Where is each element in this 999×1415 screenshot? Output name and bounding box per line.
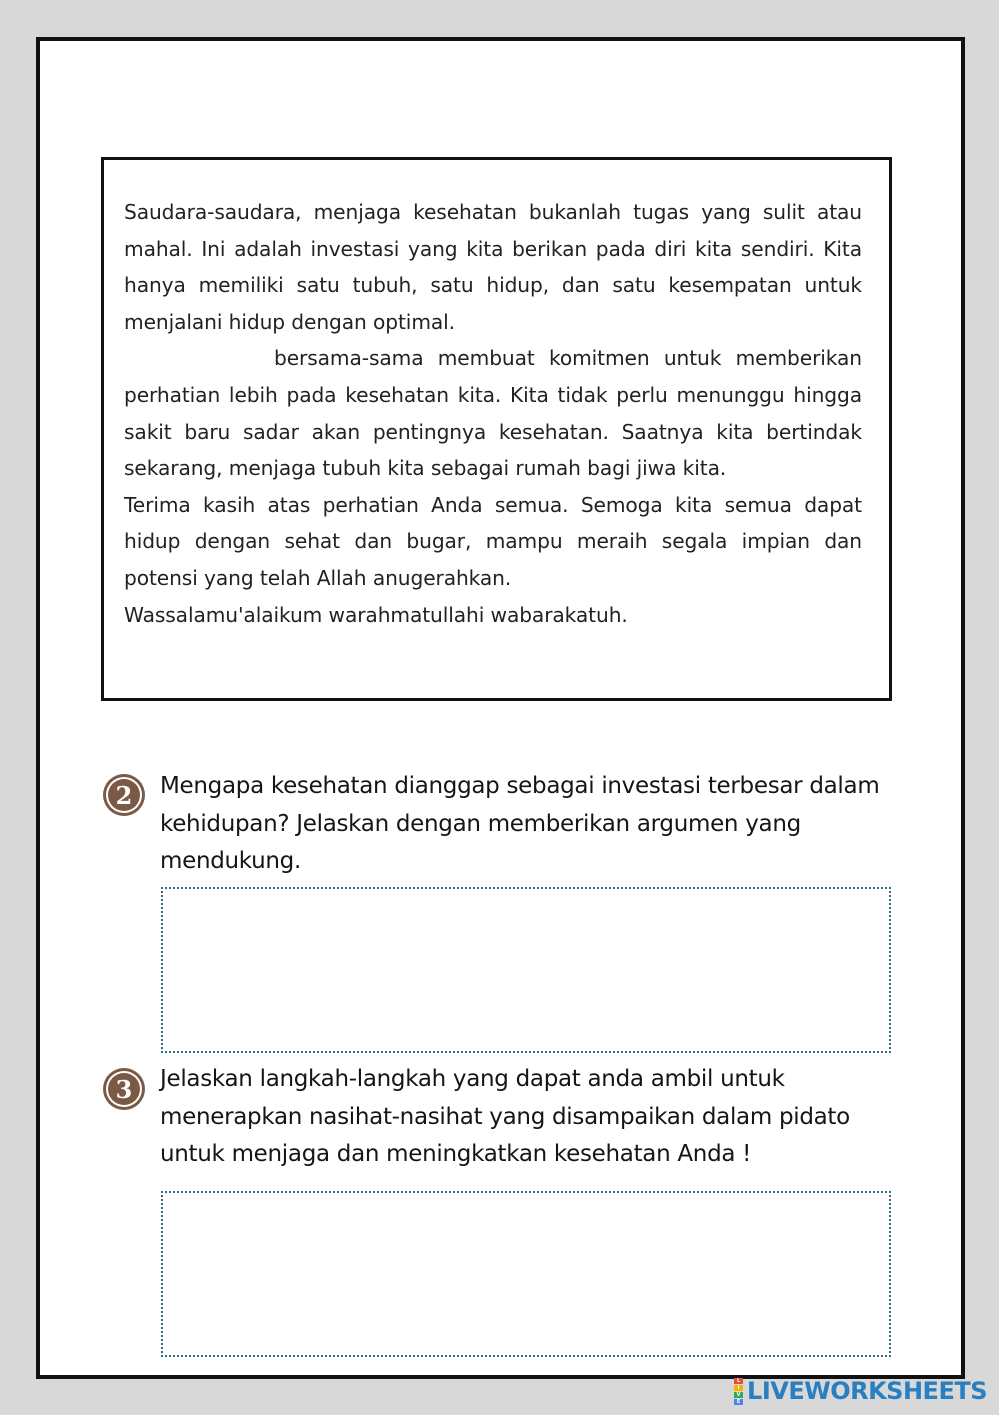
worksheet-page: [36, 37, 965, 1379]
passage-closing: Wassalamu'alaikum warahmatullahi wabarakatuh.: [124, 602, 628, 627]
passage-paragraph: Terima kasih atas perhatian Anda semua. Semoga kita semua dapat hidup dengan sehat dan bugar, mampu meraih segala impian dan potensi yang telah Allah anugerahkan.: [124, 492, 862, 590]
question-2-text: Mengapa kesehatan dianggap sebagai investasi terbesar dalam kehidupan? Jelaskan dengan memberikan argumen yang mendukung.: [160, 773, 880, 874]
liveworksheets-logo-icon: [734, 1378, 743, 1405]
question-2-number-badge: 2: [106, 777, 142, 813]
question-3-text: Jelaskan langkah-langkah yang dapat anda ambil untuk menerapkan nasihat-nasihat yang disampaikan dalam pidato untuk menjaga dan meningkatkan kesehatan Anda !: [160, 1066, 850, 1167]
logo-letter: I: [734, 1385, 743, 1391]
logo-letter: E: [734, 1399, 743, 1405]
passage-paragraph-indented: [124, 340, 862, 486]
question-3-answer-field[interactable]: [161, 1191, 891, 1357]
passage-paragraph: bersama-sama membuat komitmen untuk memberikan perhatian lebih pada kesehatan kita. Kita tidak perlu menunggu hingga sakit baru sadar akan pentingnya kesehatan. Saatnya kita bertindak sekarang, menjaga tubuh kita sebagai rumah bagi jiwa kita.: [124, 346, 862, 481]
logo-letter: V: [734, 1392, 743, 1398]
passage-paragraph: Saudara-saudara, menjaga kesehatan bukanlah tugas yang sulit atau mahal. Ini adalah investasi yang kita berikan pada diri kita sendiri. Kita hanya memiliki satu tubuh, satu hidup, dan satu kesempatan untuk menjalani hidup dengan optimal.: [124, 200, 862, 334]
question-3-number-badge: 3: [106, 1071, 142, 1107]
logo-letter: L: [734, 1378, 743, 1384]
liveworksheets-branding[interactable]: [734, 1376, 987, 1406]
reading-passage-text: [124, 194, 862, 633]
liveworksheets-wordmark: LIVEWORKSHEETS: [747, 1377, 987, 1405]
question-2-answer-field[interactable]: [161, 887, 891, 1053]
reading-passage-box: [101, 157, 892, 701]
